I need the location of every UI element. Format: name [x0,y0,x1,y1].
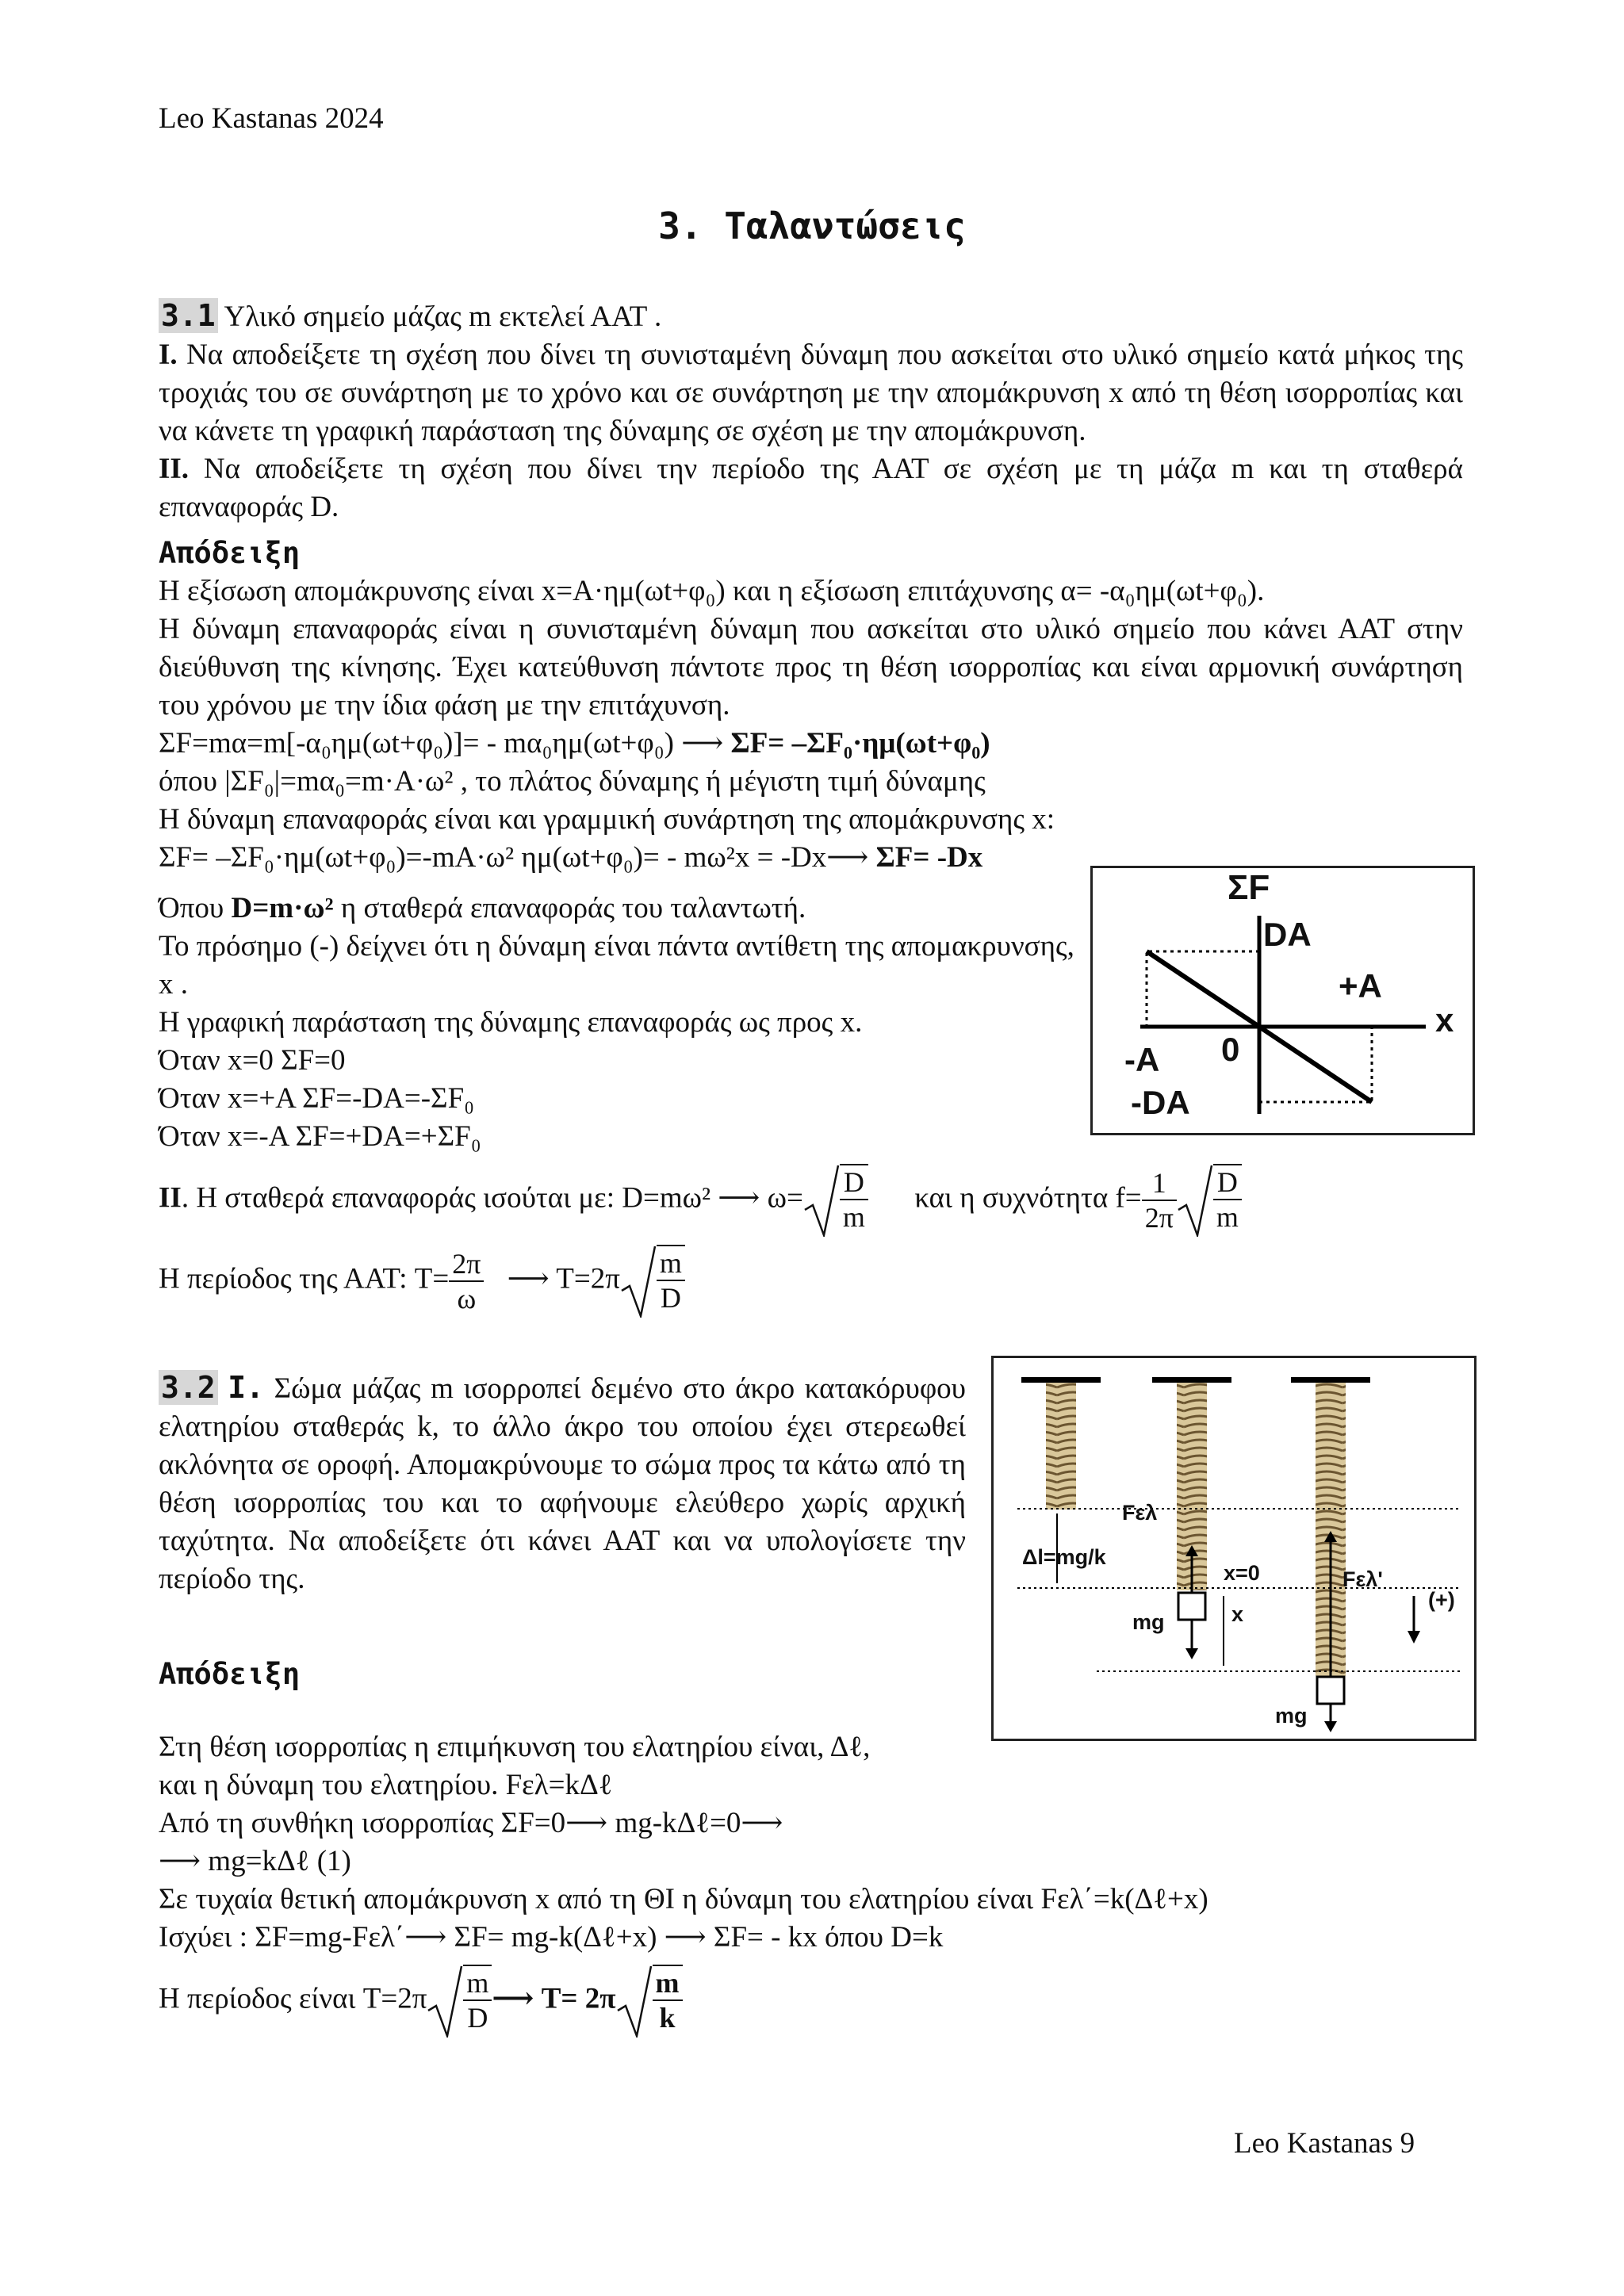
exercise-3-1 [159,297,1463,526]
numerator: 2π [449,1247,484,1282]
ceiling [1291,1377,1370,1383]
formula-text: . Η σταθερά επαναφοράς ισούται με: D=mω² ⟶ ω= [181,1181,803,1215]
ceiling [1021,1377,1101,1383]
numerator: m [463,1966,492,2001]
label-mg: mg [1132,1610,1165,1634]
proof-line: Η γραφική παράσταση της δύναμης επαναφοράς ως προς x. [159,1006,863,1039]
exercise-intro: Υλικό σημείο μάζας m εκτελεί ΑΑΤ . [217,300,662,333]
proof-body [159,572,1463,877]
arrowhead [1185,1648,1198,1659]
spring [1046,1383,1076,1510]
numerator: D [1213,1165,1242,1200]
header-author: Leo Kastanas 2024 [159,102,384,135]
sqrt-d-over-m [803,1164,868,1237]
sqrt-sign [803,1164,840,1237]
denominator: D [467,2002,488,2034]
denominator: m [1216,1201,1239,1233]
proof-line: Σε τυχαία θετική απομάκρυνση x από τη ΘΙ η δύναμη του ελατηρίου είναι Fελ΄=k(Δℓ+x) [159,1883,1208,1915]
mass-block [1317,1677,1344,1704]
fraction-2pi-over-omega [449,1247,484,1315]
label-f-el: Fελ [1122,1501,1158,1525]
period-formula [159,1245,685,1318]
part-label: Ι. [228,1370,264,1405]
sqrt-m-over-k [616,1965,683,2038]
force-graph [1090,866,1475,1135]
proof-line: η σταθερά επαναφοράς του ταλαντωτή. [333,892,806,924]
denominator: D [660,1282,681,1314]
formula-text: Η περίοδος της ΑΑΤ: T= [159,1262,450,1295]
formula-bold: T= 2π [541,1982,616,2015]
proof-body-2 [159,890,1078,1156]
formula-text: ⟶ T=2π [507,1262,620,1295]
exercise-number: 3.2 [159,1370,218,1405]
formula-text: και η συχνότητα f= [914,1181,1142,1215]
label-dl: Δl=mg/k [1022,1545,1106,1569]
formula-text: ⟶ [492,1982,542,2015]
proof-line: ΣF= –ΣF₀·ημ(ωt+φ₀)=-mA·ω² ημ(ωt+φ₀)= - mω²x = -Dx⟶ [159,841,876,874]
sqrt-sign [620,1245,657,1318]
part-label: ΙΙ. [159,453,190,485]
proof-line: Η δύναμη επαναφοράς είναι και γραμμική συνάρτηση της απομάκρυνσης x: [159,803,1055,836]
denominator: 2π [1144,1202,1174,1234]
numerator: m [657,1246,685,1281]
proof-line: και η δύναμη του ελατηρίου. Fελ=kΔℓ [159,1769,613,1801]
graph-plus-a: +A [1339,967,1382,1004]
graph-x-label: x [1435,1001,1454,1039]
sqrt-sign [616,1965,653,2038]
proof-line: Όπου [159,892,232,924]
proof-body-3-2 [159,1728,1507,1957]
proof-line: Όταν x=0 ΣF=0 [159,1044,346,1077]
part-text: Να αποδείξετε τη σχέση που δίνει την περίοδο της ΑΑΤ σε σχέση με τη μάζα m και τη σταθερά επαναφοράς D. [159,453,1463,523]
graph-zero: 0 [1221,1031,1240,1068]
label-x: x [1231,1602,1244,1626]
denominator: k [659,2002,676,2034]
formula-text: Η περίοδος είναι T=2π [159,1982,427,2015]
graph-da-label: DA [1263,916,1312,953]
proof-line: Στη θέση ισορροπίας η επιμήκυνση του ελατηρίου είναι, Δℓ, [159,1731,871,1763]
sqrt-m-over-d [620,1245,685,1318]
proof-label: Απόδειξη [159,536,301,570]
label-mg: mg [1275,1704,1308,1728]
proof-line: όπου |ΣF₀|=mα₀=m·A·ω² , το πλάτος δύναμης ή μέγιστη τιμή δύναμης [159,765,986,798]
fraction-1-over-2pi [1142,1166,1177,1234]
exercise-3-2 [159,1368,966,1598]
part-label: Ι. [159,339,178,371]
sqrt-d-over-m [1177,1164,1242,1237]
proof-line: Από τη συνθήκη ισορροπίας ΣF=0⟶ mg-kΔℓ=0⟶ [159,1807,783,1839]
part-label: ΙΙ [159,1181,182,1215]
proof-line-bold: D=m·ω² [231,892,334,924]
graph-y-label: ΣF [1228,868,1270,907]
graph-minus-a: -A [1124,1041,1160,1078]
exercise-text: Σώμα μάζας m ισορροπεί δεμένο στο άκρο κατακόρυφου ελατηρίου σταθεράς k, το άλλο άκρο του οποίου έχει στερεωθεί ακλόνητα σε οροφή. Απομακρύνουμε το σώμα προς τα κάτω από τη θέση ισορροπίας του και το αφήνουμε ελεύθερο χωρίς αρχική ταχύτητα. Να αποδείξετε ότι κάνει ΑΑΤ και να υπολογίσετε την περίοδο της. [159,1372,966,1595]
proof-line: Η δύναμη επαναφοράς είναι η συνισταμένη δύναμη που ασκείται στο υλικό σημείο που κάνει ΑΑΤ στην διεύθυνση της κίνησης. Έχει κατεύθυνση πάντοτε προς τη θέση ισορροπίας και είναι αρμονική συνάρτηση του χρόνου με την ίδια φάση με την επιτάχυνση. [159,613,1463,721]
proof-line: Η εξίσωση απομάκρυνσης είναι x=A·ημ(ωt+φ₀) και η εξίσωση επιτάχυνσης α= -α₀ημ(ωt+φ₀). [159,575,1265,607]
denominator: m [842,1201,865,1233]
arrowhead [1324,1721,1337,1732]
label-f-el-prime: Fελ' [1342,1567,1383,1591]
page-title: 3. Ταλαντώσεις [658,205,966,247]
graph-minus-da: -DA [1131,1084,1190,1121]
omega-frequency-formula [159,1164,1242,1237]
sqrt-sign [427,1965,463,2038]
ceiling [1152,1377,1231,1383]
proof-line: Όταν x=-A ΣF=+DA=+ΣF₀ [159,1120,481,1153]
label-positive: (+) [1428,1588,1455,1612]
sqrt-sign [1177,1164,1213,1237]
footer-page: Leo Kastanas 9 [1234,2127,1415,2160]
proof-line-bold: ΣF= -Dx [875,841,983,874]
proof-line: Το πρόσημο (-) δείχνει ότι η δύναμη είναι πάντα αντίθετη της απομακρυνσης, x . [159,930,1074,1001]
part-text: Να αποδείξετε τη σχέση που δίνει τη συνισταμένη δύναμη που ασκείται στο υλικό σημείο κατά μήκος της τροχιάς του σε συνάρτηση με το χρόνο και σε συνάρτηση με την απομάκρυνση x από τη θέση ισορροπίας και να κάνετε τη γραφική παράσταση της δύναμης σε σχέση με την απομάκρυνση. [159,339,1463,447]
numerator: m [653,1966,683,2001]
proof-line: ΣF=mα=m[-α₀ημ(ωt+φ₀)]= - mα₀ημ(ωt+φ₀) ⟶ [159,727,731,760]
period-spring-formula [159,1965,683,2038]
proof-line: Ισχύει : ΣF=mg-Fελ΄⟶ ΣF= mg-k(Δℓ+x) ⟶ ΣF= - kx όπου D=k [159,1921,944,1954]
proof-line: ⟶ mg=kΔℓ (1) [159,1845,351,1877]
mass-block [1178,1593,1205,1620]
label-x0: x=0 [1224,1561,1260,1585]
arrowhead [1408,1631,1420,1644]
spring-figure [991,1356,1477,1741]
proof-line: Όταν x=+A ΣF=-DA=-ΣF₀ [159,1082,475,1115]
proof-label: Απόδειξη [159,1657,301,1691]
sqrt-m-over-d [427,1965,492,2038]
proof-line-bold: ΣF= –ΣF₀·ημ(ωt+φ₀) [730,727,990,760]
denominator: ω [457,1283,477,1314]
numerator: D [840,1165,868,1200]
exercise-number: 3.1 [159,298,218,333]
numerator: 1 [1142,1166,1177,1201]
